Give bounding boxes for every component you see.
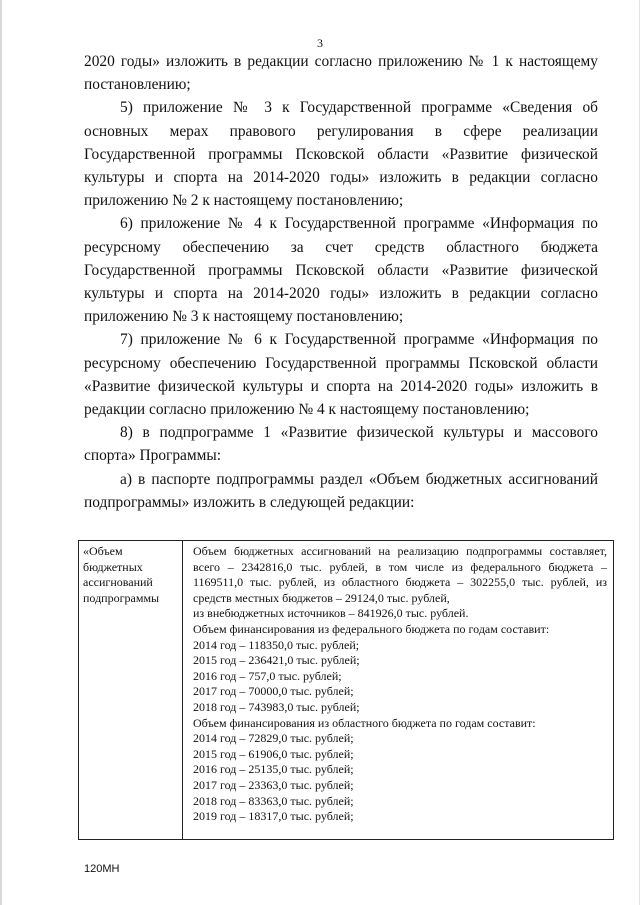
federal-year-2014: 2014 год – 118350,0 тыс. рублей;: [193, 637, 360, 652]
federal-year-2018: 2018 год – 743983,0 тыс. рублей;: [193, 699, 360, 714]
budget-table-label-cell: «Объем бюджетных ассигнований подпрограммы: [79, 541, 183, 839]
budget-table: [78, 540, 614, 840]
paragraph-item-6: 6) приложение № 4 к Государственной программе «Информация по ресурсному обеспечению за счет средств областного бюджета Государственной программы Псковской области «Развитие физической культуры и спорта на 2014-2020 годы» изложить в редакции согласно приложению № 3 к настоящему постановлению;: [84, 215, 598, 326]
federal-year-2015: 2015 год – 236421,0 тыс. рублей;: [193, 653, 360, 668]
federal-year-2016: 2016 год – 757,0 тыс. рублей;: [193, 668, 342, 683]
budget-extra: из внебюджетных источников – 841926,0 тыс. рублей.: [193, 606, 469, 621]
footer-code: 120МН: [84, 863, 120, 875]
regional-year-2015: 2015 год – 61906,0 тыс. рублей;: [193, 746, 354, 761]
paragraph-1: 2020 годы» изложить в редакции согласно приложению № 1 к настоящему постановлению;: [84, 53, 598, 94]
page-number: 3: [317, 36, 323, 50]
regional-year-2018: 2018 год – 83363,0 тыс. рублей;: [193, 793, 354, 808]
paragraph-item-7: 7) приложение № 6 к Государственной программе «Информация по ресурсному обеспечению Государственной программы Псковской области «Развитие физической культуры и спорта на 2014-2020 годы» изложить в редакции согласно приложению № 4 к настоящему постановлению;: [84, 331, 598, 419]
regional-heading: Объем финансирования из областного бюджета по годам составит:: [193, 715, 536, 730]
paragraph-item-8a: а) в паспорте подпрограммы раздел «Объем бюджетных ассигнований подпрограммы» изложить в следующей редакции:: [84, 470, 598, 511]
federal-heading: Объем финансирования из федерального бюджета по годам составит:: [193, 621, 550, 636]
regional-year-2014: 2014 год – 72829,0 тыс. рублей;: [193, 731, 354, 746]
regional-year-2016: 2016 год – 25135,0 тыс. рублей;: [193, 762, 354, 777]
regional-year-2017: 2017 год – 23363,0 тыс. рублей;: [193, 777, 354, 792]
scan-edge-left: [0, 0, 2, 905]
paragraph-item-8: 8) в подпрограмме 1 «Развитие физической культуры и массового спорта» Программы:: [84, 424, 598, 465]
paragraph-item-5: 5) приложение № 3 к Государственной программе «Сведения об основных мерах правового регулирования в сфере реализации Государственной программы Псковской области «Развитие физической культуры и спорта на 2014-2020 годы» изложить в редакции согласно приложению № 2 к настоящему постановлению;: [84, 99, 598, 210]
federal-year-2017: 2017 год – 70000,0 тыс. рублей;: [193, 684, 354, 699]
budget-intro: Объем бюджетных ассигнований на реализацию подпрограммы составляет, всего – 2342816,0 тыс. рублей, в том числе из федерального бюджета – 1169511,0 тыс. рублей, из областного бюджета – 302255,0 тыс. рублей, из средств местных бюджетов – 29124,0 тыс. рублей,: [193, 544, 607, 605]
document-body: [84, 50, 598, 514]
budget-table-content-cell: [183, 541, 613, 839]
regional-year-2019: 2019 год – 18317,0 тыс. рублей;: [193, 809, 354, 824]
